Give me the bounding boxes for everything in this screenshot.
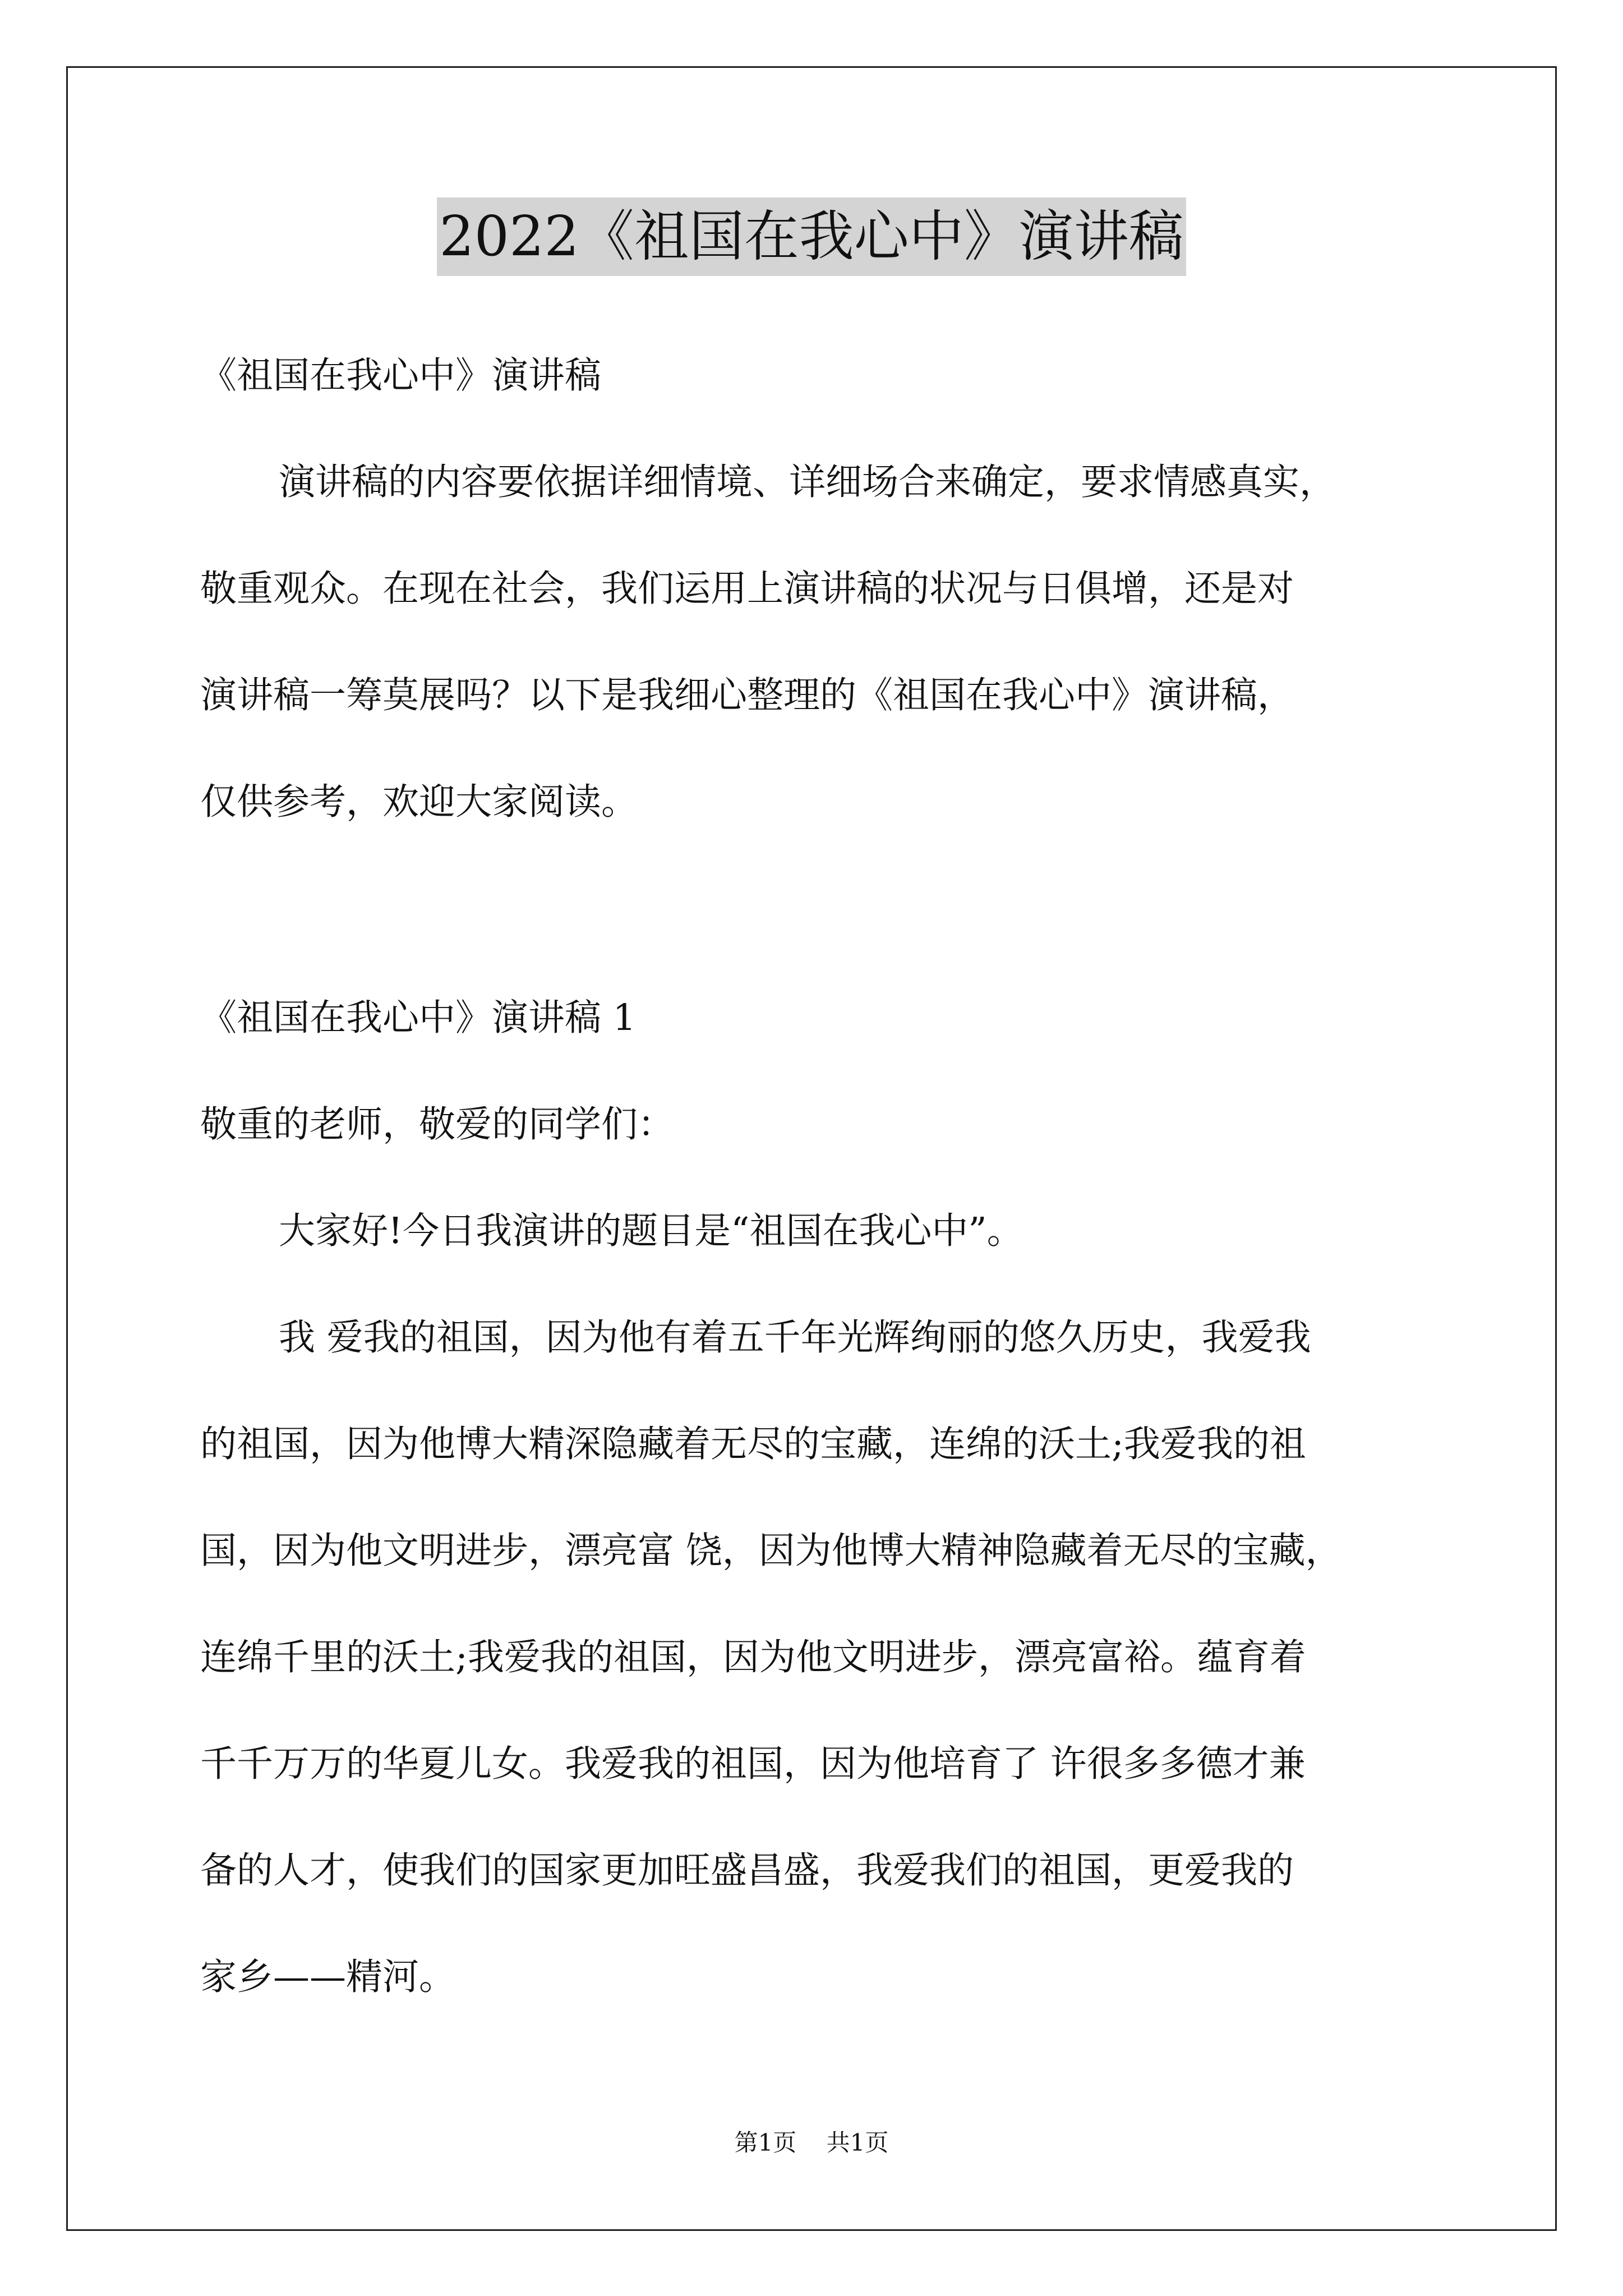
title-container <box>0 197 1623 276</box>
intro-line: 仅供参考，欢迎大家阅读。 <box>200 781 638 823</box>
body-line: 连绵千里的沃土;我爱我的祖国，因为他文明进步，漂亮富裕。蕴育着 <box>200 1636 1306 1678</box>
document-title: 2022《祖国在我心中》演讲稿 <box>437 197 1186 276</box>
salutation: 敬重的老师，敬爱的同学们： <box>200 1103 675 1145</box>
body-line: 备的人才，使我们的国家更加旺盛昌盛，我爱我们的祖国，更爱我的 <box>200 1849 1294 1892</box>
intro-line: 演讲稿一筹莫展吗？以下是我细心整理的《祖国在我心中》演讲稿， <box>200 674 1294 716</box>
body-line: 千千万万的华夏儿女。我爱我的祖国，因为他培育了 许很多多德才兼 <box>200 1743 1306 1785</box>
page-footer: 第1页 共1页 <box>734 2129 889 2156</box>
body-line: 我 爱我的祖国，因为他有着五千年光辉绚丽的悠久历史，我爱我 <box>279 1317 1311 1359</box>
subtitle: 《祖国在我心中》演讲稿 <box>200 355 602 397</box>
greeting: 大家好!今日我演讲的题目是“祖国在我心中”。 <box>279 1210 1023 1252</box>
body-line: 家乡——精河。 <box>200 1956 456 1998</box>
body-line: 国，因为他文明进步，漂亮富 饶，因为他博大精神隐藏着无尽的宝藏， <box>200 1530 1342 1572</box>
section-heading: 《祖国在我心中》演讲稿 1 <box>200 997 637 1039</box>
intro-line: 敬重观众。在现在社会，我们运用上演讲稿的状况与日俱增，还是对 <box>200 568 1294 610</box>
intro-line: 演讲稿的内容要依据详细情境、详细场合来确定，要求情感真实， <box>279 461 1336 503</box>
body-line: 的祖国，因为他博大精深隐藏着无尽的宝藏，连绵的沃土;我爱我的祖 <box>200 1423 1306 1465</box>
